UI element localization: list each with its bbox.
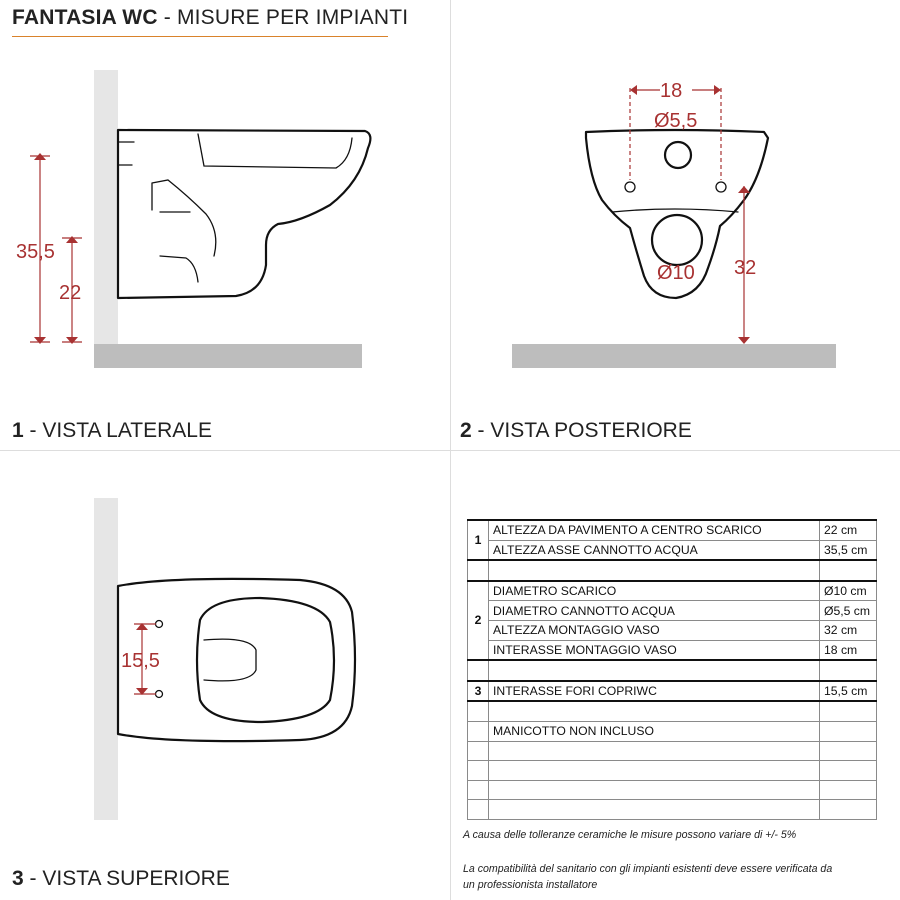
seat-hole-front: [156, 621, 163, 628]
compatibility-note-line1: La compatibilità del sanitario con gli impianti esistenti deve essere verificata da: [463, 863, 833, 875]
row-value: 35,5 cm: [820, 540, 877, 560]
row-value: 32 cm: [820, 620, 877, 640]
dim-label-18: 18: [660, 80, 683, 102]
group-number: 2: [468, 581, 489, 660]
table-row-empty: [468, 660, 877, 681]
rear-fixing-hole-right: [716, 182, 726, 192]
rear-water-inlet: [665, 142, 691, 168]
row-value: 18 cm: [820, 640, 877, 660]
lateral-floor: [94, 344, 362, 368]
dim-label-32: 32: [734, 257, 757, 279]
table-row-empty: [468, 761, 877, 781]
rear-fixing-hole-left: [625, 182, 635, 192]
row-value: Ø10 cm: [820, 581, 877, 601]
table-row-empty: [468, 780, 877, 800]
table-row-empty: [468, 741, 877, 761]
measurements-table: [467, 519, 877, 820]
table-row: [468, 640, 877, 660]
lateral-wall: [94, 70, 118, 344]
seat-hole-back: [156, 691, 163, 698]
lateral-view-drawing: [16, 70, 370, 368]
row-description: INTERASSE MONTAGGIO VASO: [489, 640, 820, 660]
lateral-fixing: [118, 142, 134, 165]
dim-label-drain-diameter: Ø10: [657, 262, 695, 284]
table-row: [468, 601, 877, 621]
top-drain-opening: [204, 639, 256, 681]
row-description: ALTEZZA MONTAGGIO VASO: [489, 620, 820, 640]
lateral-trap: [152, 180, 216, 256]
table-row: [468, 581, 877, 601]
rear-waist: [612, 209, 738, 212]
row-description: INTERASSE FORI COPRIWC: [489, 681, 820, 702]
rear-drain: [652, 215, 702, 265]
row-description: DIAMETRO CANNOTTO ACQUA: [489, 601, 820, 621]
dim-label-35-5: 35,5: [16, 241, 55, 263]
view-label-lateral: 1 - VISTA LATERALE: [12, 419, 212, 442]
table-row: [468, 681, 877, 702]
lateral-bowl-outline: [118, 130, 370, 298]
rear-floor: [512, 344, 836, 368]
table-row-empty: [468, 560, 877, 581]
page-title: FANTASIA WC - MISURE PER IMPIANTI: [12, 6, 409, 29]
table-row: [468, 540, 877, 560]
lateral-trap-lower: [160, 212, 198, 282]
row-description: ALTEZZA DA PAVIMENTO A CENTRO SCARICO: [489, 520, 820, 540]
tolerance-note: A causa delle tolleranze ceramiche le misure possono variare di +/- 5%: [463, 829, 797, 841]
dim-label-22: 22: [59, 282, 82, 304]
view-label-top: 3 - VISTA SUPERIORE: [12, 867, 230, 890]
row-value: Ø5,5 cm: [820, 601, 877, 621]
top-view-drawing: [94, 498, 355, 820]
row-description: ALTEZZA ASSE CANNOTTO ACQUA: [489, 540, 820, 560]
top-seat-opening: [197, 598, 334, 722]
table-row-empty: [468, 701, 877, 721]
row-description: DIAMETRO SCARICO: [489, 581, 820, 601]
table-row-empty: [468, 800, 877, 820]
table-row: [468, 520, 877, 540]
dim-label-15-5: 15,5: [121, 650, 160, 672]
group-number: 1: [468, 520, 489, 560]
table-row: [468, 721, 877, 741]
table-row: [468, 620, 877, 640]
row-value: 22 cm: [820, 520, 877, 540]
view-label-rear: 2 - VISTA POSTERIORE: [460, 419, 692, 442]
rear-view-drawing: [512, 80, 836, 368]
dim-label-pipe-diameter: Ø5,5: [654, 110, 698, 132]
compatibility-note-line2: un professionista installatore: [463, 879, 598, 891]
group-number: 3: [468, 681, 489, 702]
top-wall: [94, 498, 118, 820]
row-description: MANICOTTO NON INCLUSO: [489, 721, 820, 741]
lateral-rim: [198, 134, 352, 168]
row-value: 15,5 cm: [820, 681, 877, 702]
